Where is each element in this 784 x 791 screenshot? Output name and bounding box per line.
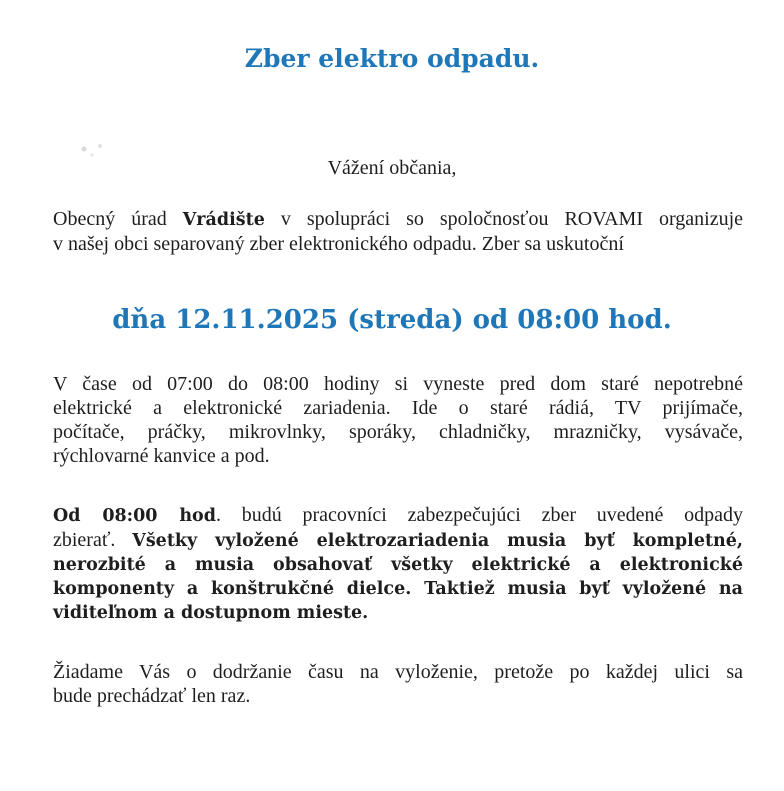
paragraph-request — [53, 660, 743, 708]
paragraph-line-bold: viditeľnom a dostupnom mieste. — [53, 603, 369, 623]
paragraph-line — [53, 528, 743, 553]
paragraph-line: elektrické a elektronické zariadenia. Ide o staré rádiá, TV prijímače, — [53, 397, 743, 419]
paragraph-line: Žiadame Vás o dodržanie času na vyloženie, pretože po každej ulici sa — [53, 661, 743, 683]
time-bold: Od 08:00 hod — [53, 506, 216, 526]
paragraph-line-bold: komponenty a konštrukčné dielce. Taktiež musia byť vyložené na — [53, 579, 743, 599]
intro-paragraph — [53, 207, 743, 256]
intro-line-1 — [53, 207, 743, 232]
intro-text: Obecný úrad — [53, 208, 183, 230]
paragraph-text: zbierať. — [53, 529, 133, 551]
paragraph-line: rýchlovarné kanvice a pod. — [53, 445, 270, 467]
requirement-bold: Všetky vyložené elektrozariadenia musia byť kompletné, — [132, 531, 743, 551]
intro-line-2: v našej obci separovaný zber elektronického odpadu. Zber sa uskutoční — [53, 233, 624, 255]
intro-text: v spolupráci so spoločnosťou ROVAMI organizuje — [264, 208, 744, 230]
paragraph-line — [53, 503, 743, 528]
salutation: Vážení občania, — [327, 157, 457, 179]
paragraph-requirements — [53, 503, 743, 625]
collection-date: dňa 12.11.2025 (streda) od 08:00 hod. — [112, 305, 672, 335]
paragraph-line: bude prechádzať len raz. — [53, 685, 251, 707]
paragraph-line: počítače, práčky, mikrovlnky, sporáky, chladničky, mrazničky, vysávače, — [53, 421, 743, 443]
document-title: Zber elektro odpadu. — [244, 44, 540, 73]
paragraph-line-bold: nerozbité a musia obsahovať všetky elektrické a elektronické — [53, 555, 743, 575]
paragraph-text: . budú pracovníci zabezpečujúci zber uvedené odpady — [215, 504, 743, 526]
paragraph-line: V čase od 07:00 do 08:00 hodiny si vyneste pred dom staré nepotrebné — [53, 373, 743, 395]
village-name: Vrádište — [182, 210, 265, 230]
paragraph-instructions — [53, 372, 743, 468]
